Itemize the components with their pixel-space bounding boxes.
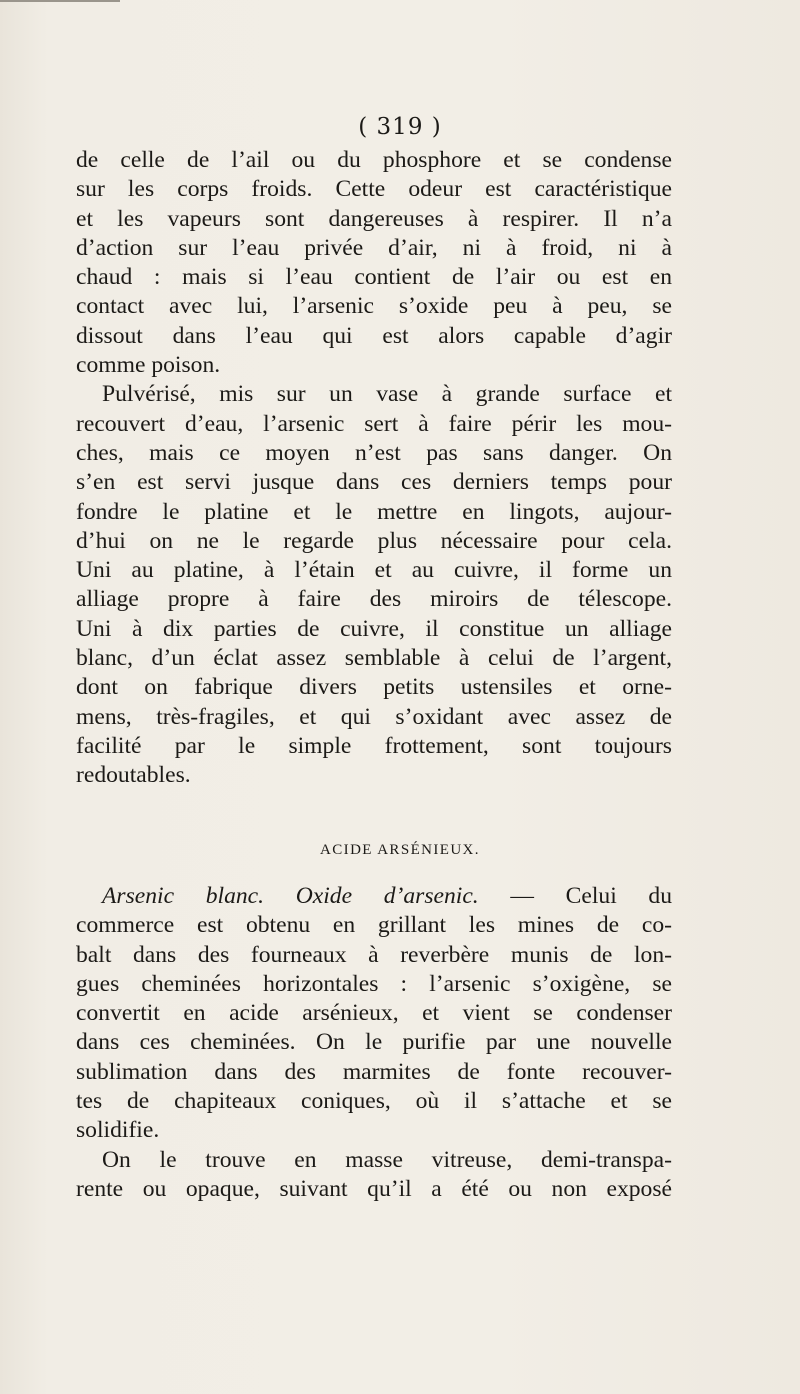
text-line: Uni à dix parties de cuivre, il constitue un alliage <box>76 615 672 642</box>
text-line: de celle de l’ail ou du phosphore et se condense <box>76 147 672 173</box>
text-line: dans ces cheminées. On le purifie par une nouvelle <box>76 1029 672 1056</box>
text-run: — Celui du <box>478 883 672 909</box>
text-line: recouvert d’eau, l’arsenic sert à faire périr les mou- <box>76 410 672 437</box>
text-line: mens, très-fragiles, et qui s’oxidant avec assez de <box>76 703 672 730</box>
text-line: contact avec lui, l’arsenic s’oxide peu à peu, se <box>76 293 672 320</box>
text-line: s’en est servi jusque dans ces derniers temps pour <box>76 469 672 496</box>
text-line: On le trouve en masse vitreuse, demi-transpa- <box>102 1146 672 1173</box>
text-line: solidifie. <box>76 1117 160 1144</box>
page-number: ( 319 ) <box>358 114 442 140</box>
text-line: blanc, d’un éclat assez semblable à celui de l’argent, <box>76 645 672 672</box>
text-line: sur les corps froids. Cette odeur est caractéristique <box>76 176 672 203</box>
text-line: gues cheminées horizontales : l’arsenic s’oxigène, se <box>76 970 672 997</box>
text-line: comme poison. <box>76 352 221 379</box>
text-line: convertit en acide arsénieux, et vient se condenser <box>76 1000 672 1027</box>
italic-synonyms: Arsenic blanc. Oxide d’arsenic. <box>102 883 479 909</box>
text-line: facilité par le simple frottement, sont toujours <box>76 732 672 759</box>
text-block-bottom <box>76 882 672 1204</box>
text-line: dissout dans l’eau qui est alors capable d’agir <box>76 322 672 349</box>
section-heading: ACIDE ARSÉNIEUX. <box>320 842 480 858</box>
text-line: d’hui on ne le regarde plus nécessaire pour cela. <box>76 527 672 554</box>
text-line: d’action sur l’eau privée d’air, ni à froid, ni à <box>76 234 672 261</box>
text-line: Uni au platine, à l’étain et au cuivre, il forme un <box>76 557 672 584</box>
text-line: dont on fabrique divers petits ustensiles et orne- <box>76 674 672 701</box>
text-line: sublimation dans des marmites de fonte recouver- <box>76 1058 672 1085</box>
text-line: fondre le platine et le mettre en lingots, aujour- <box>76 498 672 525</box>
text-line: ches, mais ce moyen n’est pas sans danger. On <box>76 439 672 466</box>
paragraph <box>76 1146 672 1205</box>
paragraph <box>76 882 672 1146</box>
text-line: balt dans des fourneaux à reverbère munis de lon- <box>76 941 672 968</box>
paragraph <box>76 380 672 790</box>
paragraph <box>76 146 672 380</box>
text-line: commerce est obtenu en grillant les mines de co- <box>76 912 672 939</box>
text-line: rente ou opaque, suivant qu’il a été ou non exposé <box>76 1175 672 1202</box>
text-line-first <box>76 882 672 911</box>
text-line: Pulvérisé, mis sur un vase à grande surface et <box>102 381 672 408</box>
text-line: et les vapeurs sont dangereuses à respirer. Il n’a <box>76 205 672 232</box>
text-line: redoutables. <box>76 762 191 789</box>
text-block-top <box>76 146 672 791</box>
text-line: alliage propre à faire des miroirs de télescope. <box>76 586 672 613</box>
page-edge-rule <box>0 0 120 2</box>
text-line: chaud : mais si l’eau contient de l’air ou est en <box>76 264 672 291</box>
text-line: tes de chapiteaux coniques, où il s’attache et se <box>76 1088 672 1115</box>
